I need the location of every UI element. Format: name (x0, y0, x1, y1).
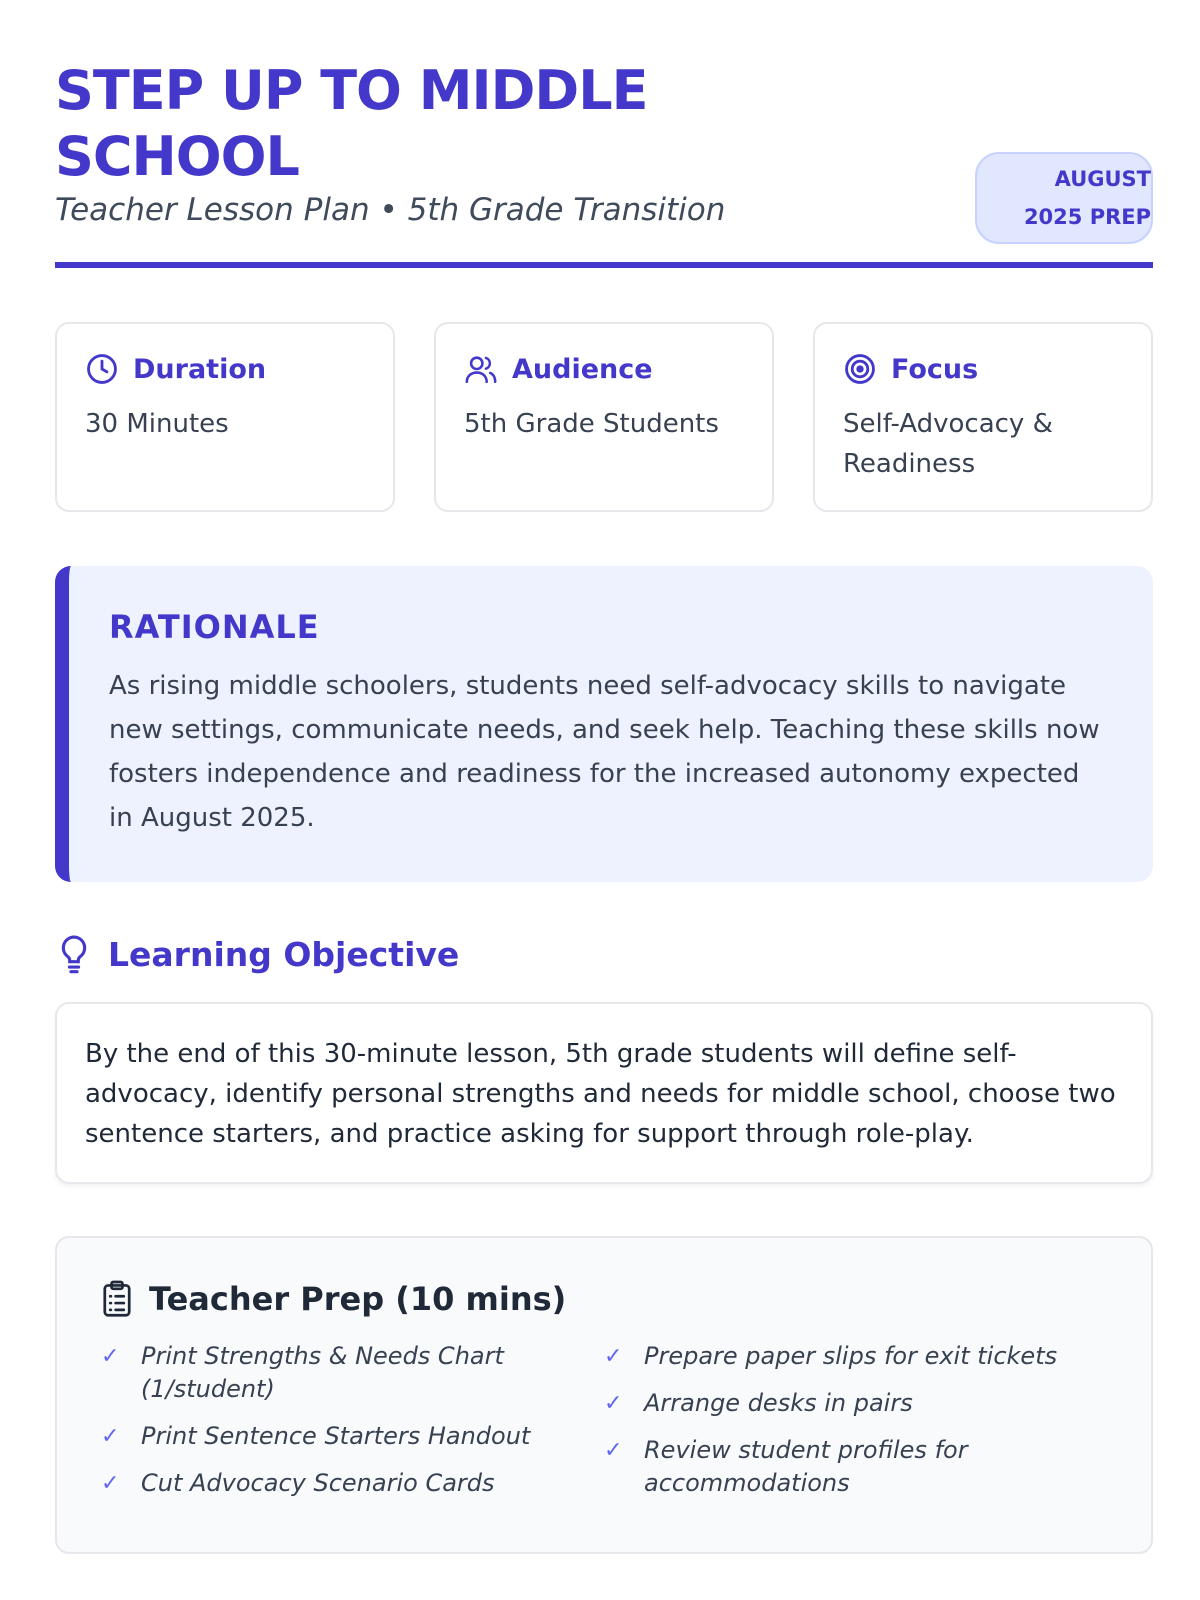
prep-left-list (101, 1340, 604, 1514)
check-icon: ✓ (101, 1344, 120, 1369)
check-icon: ✓ (604, 1438, 623, 1463)
page-header (55, 58, 1153, 270)
list-item: ✓ Review student profiles for accommodations (604, 1434, 1107, 1500)
rationale-heading: RATIONALE (109, 608, 320, 646)
page-subtitle: Teacher Lesson Plan • 5th Grade Transition (55, 192, 726, 228)
date-badge: AUGUST 2025 PREP (975, 152, 1153, 244)
lightbulb-icon (58, 934, 90, 974)
rationale-section (55, 566, 1153, 882)
focus-label: Focus (891, 353, 979, 385)
objective-box (55, 1002, 1153, 1184)
prep-heading: Teacher Prep (10 mins) (149, 1280, 567, 1318)
focus-card (813, 322, 1153, 512)
list-item: ✓ Prepare paper slips for exit tickets (604, 1340, 1107, 1373)
audience-value: 5th Grade Students (464, 409, 719, 439)
list-item: ✓ Cut Advocacy Scenario Cards (101, 1467, 604, 1500)
prep-right-list (604, 1340, 1107, 1514)
audience-card (434, 322, 774, 512)
rationale-text: As rising middle schoolers, students need self-advocacy skills to navigate new settings, communicate needs, and seek help. Teaching these skills now fosters independence and readiness for the increased autonomy expected in August 2025. (109, 671, 1100, 833)
duration-card (55, 322, 395, 512)
duration-value: 30 Minutes (85, 409, 229, 439)
clipboard-icon (101, 1280, 133, 1318)
clock-icon (85, 352, 119, 386)
objective-heading: Learning Objective (108, 934, 460, 974)
check-icon: ✓ (101, 1471, 120, 1496)
list-item: ✓ Arrange desks in pairs (604, 1387, 1107, 1420)
duration-label: Duration (133, 353, 267, 385)
check-icon: ✓ (604, 1391, 623, 1416)
check-icon: ✓ (604, 1344, 623, 1369)
info-cards (55, 322, 1153, 512)
page-title: STEP UP TO MIDDLE SCHOOL (55, 59, 648, 188)
check-icon: ✓ (101, 1424, 120, 1449)
objective-text: By the end of this 30-minute lesson, 5th grade students will define self-advocacy, identify personal strengths and needs for middle school, choose two sentence starters, and practice asking for support through role-play. (85, 1039, 1116, 1149)
audience-label: Audience (512, 353, 653, 385)
focus-value: Self-Advocacy & Readiness (843, 409, 1053, 479)
teacher-prep-section (55, 1236, 1153, 1554)
target-icon (843, 352, 877, 386)
list-item: ✓ Print Sentence Starters Handout (101, 1420, 604, 1453)
users-icon (464, 352, 498, 386)
header-divider (55, 262, 1153, 268)
list-item: ✓ Print Strengths & Needs Chart (1/student) (101, 1340, 604, 1406)
objective-header (58, 934, 459, 974)
